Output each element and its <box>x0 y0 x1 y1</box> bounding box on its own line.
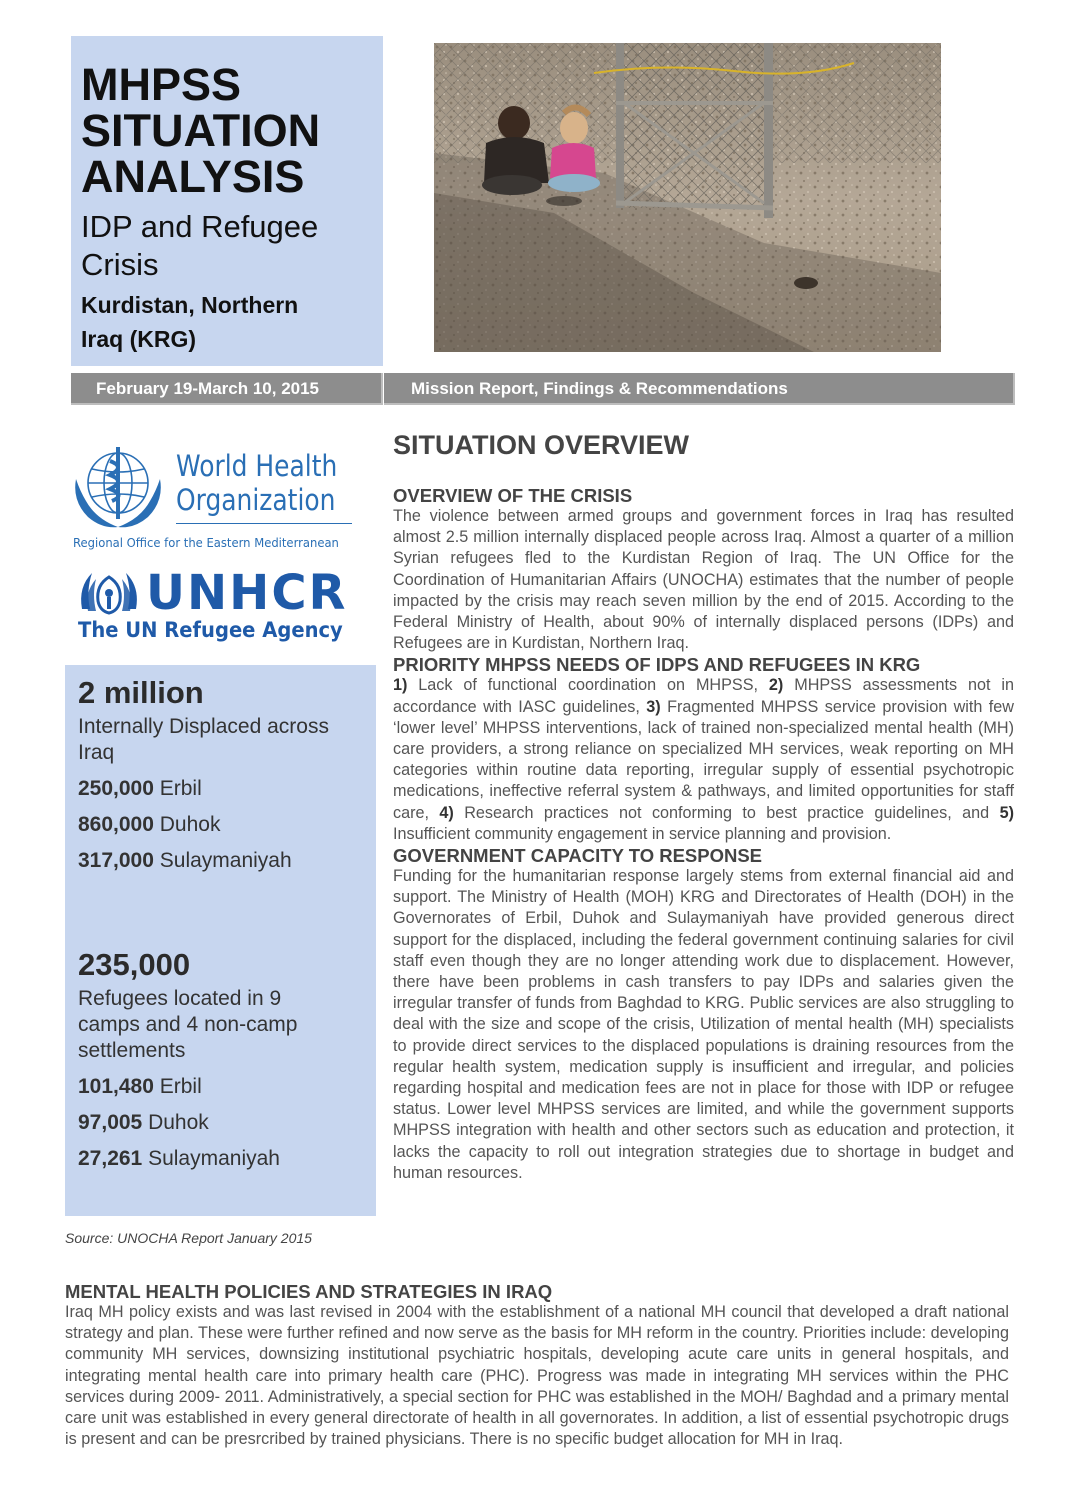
who-name-line-2: Organization <box>176 483 336 517</box>
idp-row-duhok <box>78 812 376 838</box>
priority-num-1: 1) <box>393 676 408 695</box>
refugee-erbil-place: Erbil <box>153 1075 202 1098</box>
title-box <box>71 36 383 366</box>
priority-text-3: Fragmented MHPSS service provision with few ‘lower level’ MHPSS interventions, lack of trained non-specialized mental health (MH) care providers, a strong reliance on specialized MH services, weak reporting on MH categories within routine data reporting, irregular supply of essential psychotropic medications, ineffective referral system & pathways, and limited opportunities for staff care, <box>393 697 1014 822</box>
government-paragraph: Funding for the humanitarian response largely stems from external financial aid and support. The Ministry of Health (MOH) KRG and Directorates of Health (DOH) in the Governorates of Erbil, Duhok and Sulaymaniyah have provided generous direct support for the displaced, including the federal government continuing salaries for civil staff even though they are no longer attending work due to displacement. However, there have been problems in cash transfers to pay IDPs and salaries given the irregular transfer of funds from Baghdad to KRG. Public services are also struggling to deal with the size and scope of the crisis, Utilization of mental health (MH) specialists to provide direct services to the displaced populations is draining resources from the regular health system, medication supply is insufficient and irregular, and policies regarding hospital and medication fees are not in place for those with IDP or refugee status. Lower level MHPSS services are limited, and while the government supports MHPSS integration with health and other sectors such as education and protection, it lacks the capacity to roll out integration strategies due to shortage in budget and human resources. <box>393 867 1014 1182</box>
priority-heading: PRIORITY MHPSS NEEDS OF IDPS AND REFUGEES IN KRG <box>393 654 921 676</box>
idp-row-erbil <box>78 776 376 802</box>
priority-paragraph <box>393 675 1014 845</box>
date-bar: February 19-March 10, 2015 <box>71 373 383 405</box>
idp-total: 2 million <box>78 675 204 710</box>
who-divider <box>176 523 352 524</box>
unhcr-logo <box>74 565 364 655</box>
priority-text-4: Research practices not conforming to best practice guidelines, and <box>453 803 1000 822</box>
refugee-erbil-number: 101,480 <box>78 1075 154 1098</box>
priority-num-4: 4) <box>439 803 454 822</box>
unhcr-name: UNHCR <box>146 565 348 621</box>
policies-paragraph: Iraq MH policy exists and was last revised in 2004 with the establishment of a national MH council that developed a draft national strategy and plan. These were further refined and now serve as the basis for MH reform in the country. Priorities include: developing community MH services, downsizing institutional psychiatric hospitals, developing acute care units in general hospitals, and integrating mental health care into primary health care (PHC). Progress was made in integrating MH services within the PHC services during 2009- 2011. Administratively, a special section for PHC was established in the MOH/ Baghdad and a primary mental care unit was established in every general directorate of health in all governorates. In addition, a list of essential psychotropic drugs is present and can be presrcribed by trained physicians. There is no specific budget allocation for MH in Iraq. <box>65 1303 1009 1449</box>
idp-duhok-number: 860,000 <box>78 813 154 836</box>
refugee-row-duhok <box>78 1110 376 1136</box>
idp-erbil-number: 250,000 <box>78 777 154 800</box>
idp-sulaymaniyah-number: 317,000 <box>78 849 154 872</box>
who-logo <box>66 435 358 553</box>
mission-bar: Mission Report, Findings & Recommendations <box>384 373 1015 405</box>
report-title <box>81 59 373 202</box>
source-note: Source: UNOCHA Report January 2015 <box>65 1230 312 1246</box>
title-line-1: MHPSS <box>81 59 242 110</box>
refugee-total: 235,000 <box>78 947 191 982</box>
location-line-1: Kurdistan, Northern <box>81 292 299 318</box>
idp-erbil-place: Erbil <box>153 777 202 800</box>
title-line-3: ANALYSIS <box>81 151 305 202</box>
policies-section <box>65 1281 1009 1450</box>
who-region: Regional Office for the Eastern Mediterranean <box>73 535 339 550</box>
priority-text-1: Lack of functional coordination on MHPSS, <box>407 676 769 695</box>
unhcr-emblem-icon <box>76 567 142 621</box>
priority-text-2: MHPSS assessments not in accordance with IASC guidelines, <box>393 676 1015 716</box>
title-line-2: SITUATION <box>81 105 321 156</box>
subtitle-line-2: Crisis <box>81 247 159 282</box>
refugee-description: Refugees located in 9 camps and 4 non-camp settlements <box>78 987 298 1062</box>
report-location <box>81 288 373 356</box>
location-line-2: Iraq (KRG) <box>81 326 196 352</box>
idp-row-sulaymaniyah <box>78 848 376 874</box>
idp-sulaymaniyah-place: Sulaymaniyah <box>153 849 292 872</box>
idp-description: Internally Displaced across Iraq <box>78 715 329 764</box>
unhcr-tagline: The UN Refugee Agency <box>78 618 343 642</box>
idp-duhok-place: Duhok <box>153 813 221 836</box>
government-heading: GOVERNMENT CAPACITY TO RESPONSE <box>393 845 763 867</box>
priority-num-3: 3) <box>646 697 661 716</box>
who-name-line-1: World Health <box>176 449 338 483</box>
refugee-row-sulaymaniyah <box>78 1146 376 1172</box>
crisis-heading: OVERVIEW OF THE CRISIS <box>393 485 633 506</box>
priority-num-2: 2) <box>768 676 784 695</box>
who-emblem-icon <box>66 439 170 535</box>
priority-num-5: 5) <box>999 803 1014 822</box>
stats-box <box>65 665 376 1216</box>
children-at-fence-photo <box>434 43 941 352</box>
cover-photo <box>434 43 941 352</box>
situation-overview <box>393 430 1014 1184</box>
refugee-duhok-number: 97,005 <box>78 1111 143 1134</box>
refugee-duhok-place: Duhok <box>142 1111 209 1134</box>
refugee-sulaymaniyah-number: 27,261 <box>78 1147 143 1170</box>
report-subtitle <box>81 208 373 284</box>
refugee-sulaymaniyah-place: Sulaymaniyah <box>142 1147 280 1170</box>
who-name <box>176 449 337 517</box>
crisis-paragraph: The violence between armed groups and government forces in Iraq has resulted almost 2.5 million internally displaced people across Iraq. Almost a quarter of a million Syrian refugees fled to the Kurdistan Region of Iraq. The UN Office for the Coordination of Humanitarian Affairs (UNOCHA) estimates that the number of people impacted by the crisis may reach seven million by the end of 2015. According to the Federal Ministry of Health, about 90% of internally displaced persons (IDPs) and Refugees are in Kurdistan, Northern Iraq. <box>393 507 1014 653</box>
refugee-row-erbil <box>78 1074 376 1100</box>
subtitle-line-1: IDP and Refugee <box>81 209 319 244</box>
priority-text-5: Insufficient community engagement in service planning and provision. <box>393 824 892 843</box>
policies-heading: MENTAL HEALTH POLICIES AND STRATEGIES IN IRAQ <box>65 1281 553 1302</box>
section-heading: SITUATION OVERVIEW <box>393 430 690 460</box>
stats-spacer <box>78 874 376 947</box>
